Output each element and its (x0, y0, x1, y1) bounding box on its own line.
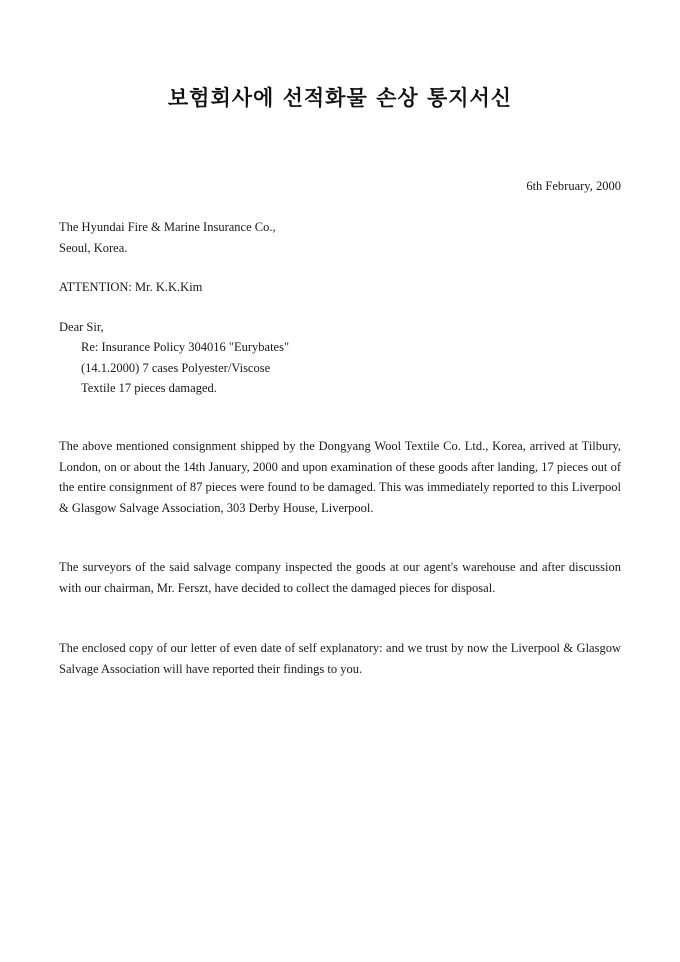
recipient-city: Seoul, Korea. (59, 240, 128, 255)
reference-line-2: (14.1.2000) 7 cases Polyester/Viscose (81, 360, 271, 375)
body-paragraph-3: The enclosed copy of our letter of even date of self explanatory: and we trust by now the Liverpool & Glasgow Salvage Association will have reported their findings to you. (59, 641, 621, 676)
reference-line-1: Re: Insurance Policy 304016 "Eurybates" (81, 340, 290, 354)
body-paragraph-2: The surveyors of the said salvage company inspected the goods at our agent's warehouse and after discussion with our chairman, Mr. Ferszt, have decided to collect the damaged pieces for disposal. (59, 560, 621, 595)
reference-line-3: Textile 17 pieces damaged. (81, 381, 217, 395)
attention-line: ATTENTION: Mr. K.K.Kim (59, 280, 203, 294)
document-title: 보험회사에 선적화물 손상 통지서신 (167, 85, 513, 110)
letter-date: 6th February, 2000 (526, 179, 621, 193)
salutation: Dear Sir, (59, 320, 104, 334)
recipient-name: The Hyundai Fire & Marine Insurance Co., (59, 220, 276, 234)
reference-block (81, 337, 289, 399)
recipient-address (59, 217, 276, 258)
body-paragraph-1: The above mentioned consignment shipped by the Dongyang Wool Textile Co. Ltd., Korea, arrived at Tilbury, London, on or about the 14th January, 2000 and upon examination of these goods after landing, 17 pieces out of the entire consignment of 87 pieces were found to be damaged. This was immediately reported to this Liverpool & Glasgow Salvage Association, 303 Derby House, Liverpool. (59, 439, 621, 515)
